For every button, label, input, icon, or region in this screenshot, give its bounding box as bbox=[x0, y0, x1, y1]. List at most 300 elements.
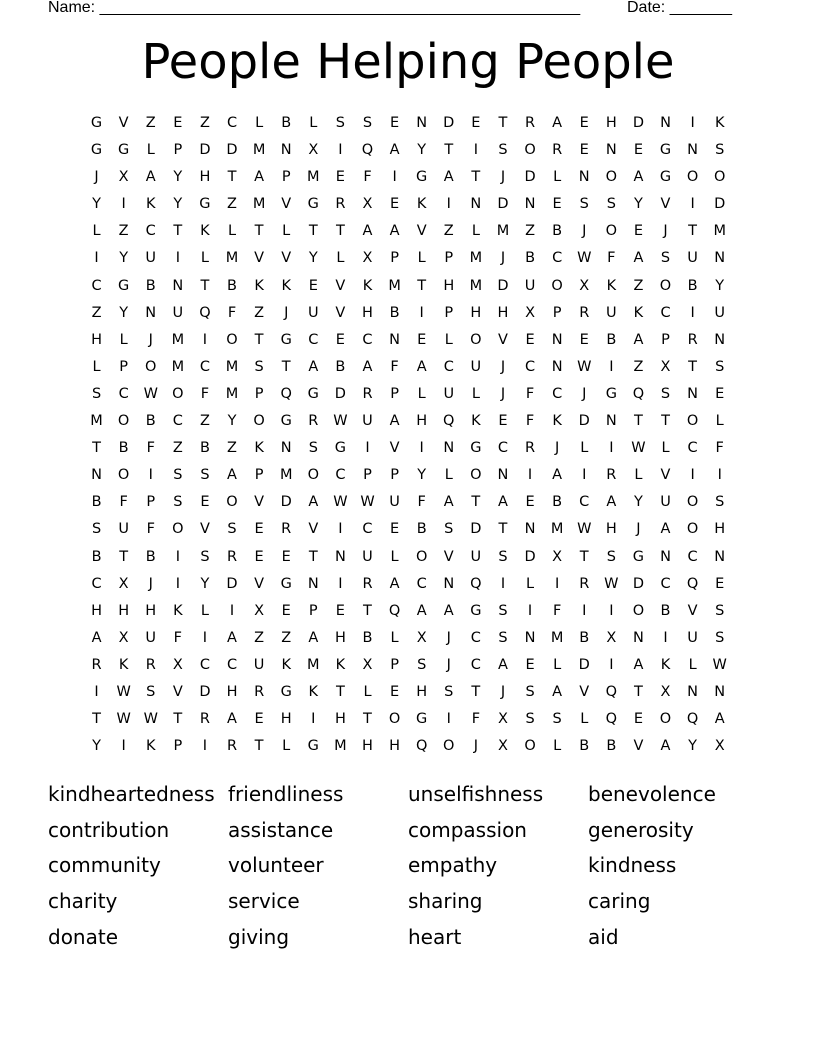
grid-letter[interactable]: G bbox=[90, 115, 103, 131]
grid-letter[interactable]: N bbox=[334, 548, 346, 565]
grid-letter[interactable]: W bbox=[333, 413, 348, 430]
grid-letter[interactable]: N bbox=[524, 629, 536, 646]
grid-letter[interactable]: Y bbox=[173, 196, 183, 213]
grid-letter[interactable]: A bbox=[443, 169, 454, 186]
grid-letter[interactable]: R bbox=[552, 142, 563, 159]
grid-letter[interactable]: D bbox=[714, 196, 726, 213]
grid-letter[interactable]: V bbox=[254, 575, 265, 592]
grid-letter[interactable]: W bbox=[577, 521, 592, 538]
grid-letter[interactable]: V bbox=[660, 196, 671, 213]
grid-letter[interactable]: I bbox=[338, 575, 343, 592]
grid-letter[interactable]: C bbox=[470, 656, 481, 673]
grid-letter[interactable]: X bbox=[362, 656, 373, 673]
grid-letter[interactable]: H bbox=[416, 413, 428, 430]
grid-letter[interactable]: U bbox=[253, 656, 265, 673]
grid-letter[interactable]: C bbox=[443, 358, 454, 375]
grid-letter[interactable]: O bbox=[686, 169, 699, 186]
grid-letter[interactable]: L bbox=[200, 250, 209, 267]
grid-letter[interactable]: P bbox=[661, 331, 670, 348]
grid-letter[interactable]: Z bbox=[633, 277, 644, 294]
grid-letter[interactable]: T bbox=[92, 440, 101, 457]
grid-letter[interactable]: K bbox=[362, 277, 373, 294]
grid-letter[interactable]: H bbox=[334, 711, 346, 728]
grid-letter[interactable]: I bbox=[202, 331, 208, 348]
grid-letter[interactable]: U bbox=[362, 413, 373, 430]
grid-letter[interactable]: I bbox=[609, 656, 614, 673]
grid-letter[interactable]: T bbox=[92, 711, 101, 728]
grid-letter[interactable]: I bbox=[609, 602, 614, 619]
grid-letter[interactable]: T bbox=[173, 223, 183, 240]
grid-letter[interactable]: R bbox=[199, 711, 210, 728]
grid-letter[interactable]: K bbox=[633, 304, 644, 321]
grid-letter[interactable]: O bbox=[117, 413, 130, 430]
grid-letter[interactable]: V bbox=[416, 223, 427, 240]
grid-letter[interactable]: A bbox=[254, 169, 265, 186]
grid-letter[interactable]: G bbox=[605, 385, 617, 402]
grid-letter[interactable]: M bbox=[90, 413, 103, 430]
grid-letter[interactable]: C bbox=[226, 115, 238, 131]
grid-letter[interactable]: X bbox=[714, 738, 725, 755]
grid-letter[interactable]: O bbox=[524, 142, 536, 159]
grid-letter[interactable]: B bbox=[389, 304, 400, 321]
grid-letter[interactable]: L bbox=[553, 738, 562, 755]
grid-letter[interactable]: F bbox=[525, 385, 535, 402]
grid-letter[interactable]: A bbox=[552, 683, 563, 700]
grid-letter[interactable]: A bbox=[308, 629, 319, 646]
grid-letter[interactable]: O bbox=[388, 711, 401, 728]
grid-letter[interactable]: E bbox=[335, 602, 345, 619]
grid-letter[interactable]: T bbox=[363, 602, 372, 619]
grid-letter[interactable]: N bbox=[91, 467, 102, 484]
grid-letter[interactable]: L bbox=[526, 575, 535, 592]
grid-letter[interactable]: V bbox=[443, 548, 454, 565]
grid-letter[interactable]: A bbox=[389, 142, 400, 159]
grid-letter[interactable]: L bbox=[363, 683, 372, 700]
grid-letter[interactable]: K bbox=[660, 656, 671, 673]
grid-letter[interactable]: B bbox=[145, 277, 156, 294]
grid-letter[interactable]: F bbox=[417, 494, 426, 511]
grid-letter[interactable]: L bbox=[553, 169, 562, 186]
grid-letter[interactable]: N bbox=[660, 548, 671, 565]
grid-letter[interactable]: E bbox=[389, 196, 400, 213]
grid-letter[interactable]: N bbox=[443, 575, 455, 592]
grid-letter[interactable]: B bbox=[552, 223, 563, 240]
grid-letter[interactable]: A bbox=[552, 115, 563, 131]
grid-letter[interactable]: R bbox=[254, 683, 265, 700]
grid-letter[interactable]: A bbox=[227, 467, 237, 484]
grid-letter[interactable]: H bbox=[145, 602, 157, 619]
grid-letter[interactable]: T bbox=[688, 223, 698, 240]
grid-letter[interactable]: N bbox=[632, 629, 644, 646]
grid-letter[interactable]: I bbox=[582, 467, 587, 484]
grid-letter[interactable]: K bbox=[173, 602, 183, 619]
grid-letter[interactable]: S bbox=[227, 521, 237, 538]
grid-letter[interactable]: I bbox=[121, 196, 126, 213]
grid-letter[interactable]: J bbox=[148, 575, 153, 592]
grid-letter[interactable]: C bbox=[579, 494, 590, 511]
grid-letter[interactable]: X bbox=[497, 738, 508, 755]
grid-letter[interactable]: A bbox=[660, 521, 671, 538]
grid-letter[interactable]: Y bbox=[688, 738, 698, 755]
grid-letter[interactable]: N bbox=[416, 115, 428, 131]
grid-letter[interactable]: M bbox=[171, 358, 185, 375]
grid-letter[interactable]: X bbox=[497, 711, 508, 728]
grid-letter[interactable]: W bbox=[143, 711, 158, 728]
grid-letter[interactable]: N bbox=[145, 304, 157, 321]
grid-letter[interactable]: N bbox=[578, 169, 590, 186]
grid-letter[interactable]: V bbox=[335, 277, 346, 294]
grid-letter[interactable]: L bbox=[417, 250, 426, 267]
grid-letter[interactable]: Q bbox=[388, 602, 401, 619]
grid-letter[interactable]: X bbox=[118, 575, 129, 592]
grid-letter[interactable]: D bbox=[632, 115, 644, 131]
grid-letter[interactable]: K bbox=[118, 656, 129, 673]
grid-letter[interactable]: S bbox=[254, 358, 264, 375]
grid-letter[interactable]: A bbox=[660, 738, 671, 755]
grid-letter[interactable]: O bbox=[605, 223, 618, 240]
grid-letter[interactable]: D bbox=[578, 413, 590, 430]
grid-letter[interactable]: Q bbox=[443, 413, 455, 430]
grid-letter[interactable]: I bbox=[446, 196, 451, 213]
grid-letter[interactable]: X bbox=[525, 304, 536, 321]
grid-letter[interactable]: A bbox=[308, 358, 319, 375]
grid-letter[interactable]: U bbox=[172, 304, 184, 321]
grid-letter[interactable]: U bbox=[362, 548, 373, 565]
grid-letter[interactable]: V bbox=[633, 738, 644, 755]
grid-letter[interactable]: U bbox=[443, 385, 455, 402]
grid-letter[interactable]: H bbox=[714, 521, 726, 538]
grid-letter[interactable]: S bbox=[715, 494, 725, 511]
grid-letter[interactable]: I bbox=[527, 602, 533, 619]
grid-letter[interactable]: E bbox=[498, 413, 508, 430]
grid-letter[interactable]: L bbox=[200, 602, 209, 619]
grid-letter[interactable]: X bbox=[552, 548, 563, 565]
grid-letter[interactable]: L bbox=[417, 385, 426, 402]
grid-letter[interactable]: B bbox=[525, 250, 536, 267]
grid-letter[interactable]: F bbox=[200, 385, 210, 402]
grid-letter[interactable]: B bbox=[91, 548, 102, 565]
grid-letter[interactable]: U bbox=[145, 250, 157, 267]
grid-letter[interactable]: Q bbox=[605, 683, 618, 700]
grid-letter[interactable]: R bbox=[335, 196, 346, 213]
grid-letter[interactable]: A bbox=[633, 331, 644, 348]
grid-letter[interactable]: M bbox=[225, 250, 239, 267]
grid-letter[interactable]: J bbox=[446, 629, 451, 646]
grid-letter[interactable]: A bbox=[416, 602, 427, 619]
grid-letter[interactable]: I bbox=[690, 467, 695, 484]
grid-letter[interactable]: R bbox=[281, 521, 292, 538]
grid-letter[interactable]: A bbox=[227, 711, 237, 728]
grid-letter[interactable]: I bbox=[202, 738, 208, 755]
grid-letter[interactable]: S bbox=[552, 711, 562, 728]
grid-letter[interactable]: Y bbox=[308, 250, 318, 267]
grid-letter[interactable]: Y bbox=[715, 277, 725, 294]
grid-letter[interactable]: G bbox=[416, 711, 428, 728]
grid-letter[interactable]: A bbox=[389, 575, 400, 592]
grid-letter[interactable]: N bbox=[714, 331, 726, 348]
grid-letter[interactable]: E bbox=[254, 711, 264, 728]
grid-letter[interactable]: A bbox=[389, 413, 400, 430]
grid-letter[interactable]: Y bbox=[417, 467, 427, 484]
grid-letter[interactable]: G bbox=[470, 602, 482, 619]
grid-letter[interactable]: N bbox=[687, 683, 699, 700]
grid-letter[interactable]: A bbox=[497, 494, 508, 511]
grid-letter[interactable]: S bbox=[173, 467, 183, 484]
grid-letter[interactable]: H bbox=[91, 331, 102, 348]
grid-letter[interactable]: A bbox=[308, 494, 319, 511]
grid-letter[interactable]: D bbox=[280, 494, 292, 511]
grid-letter[interactable]: G bbox=[199, 196, 211, 213]
grid-letter[interactable]: K bbox=[281, 277, 291, 294]
grid-letter[interactable]: P bbox=[390, 250, 399, 267]
grid-letter[interactable]: C bbox=[416, 575, 427, 592]
grid-letter[interactable]: O bbox=[713, 169, 726, 186]
grid-letter[interactable]: C bbox=[172, 413, 183, 430]
grid-letter[interactable]: N bbox=[497, 467, 509, 484]
grid-letter[interactable]: C bbox=[118, 385, 129, 402]
grid-letter[interactable]: I bbox=[500, 575, 506, 592]
grid-letter[interactable]: D bbox=[199, 142, 211, 159]
grid-letter[interactable]: T bbox=[417, 277, 427, 294]
grid-letter[interactable]: J bbox=[500, 250, 506, 267]
grid-letter[interactable]: T bbox=[444, 142, 454, 159]
grid-letter[interactable]: E bbox=[254, 521, 264, 538]
grid-letter[interactable]: B bbox=[416, 521, 427, 538]
grid-letter[interactable]: C bbox=[91, 277, 102, 294]
grid-letter[interactable]: B bbox=[579, 738, 590, 755]
grid-letter[interactable]: G bbox=[307, 385, 319, 402]
grid-letter[interactable]: M bbox=[388, 277, 401, 294]
grid-letter[interactable]: K bbox=[145, 738, 156, 755]
grid-letter[interactable]: E bbox=[471, 115, 481, 131]
grid-letter[interactable]: S bbox=[362, 115, 373, 131]
grid-letter[interactable]: B bbox=[579, 629, 590, 646]
grid-letter[interactable]: N bbox=[470, 196, 482, 213]
grid-letter[interactable]: D bbox=[334, 385, 346, 402]
grid-letter[interactable]: X bbox=[416, 629, 427, 646]
grid-letter[interactable]: V bbox=[172, 683, 183, 700]
grid-letter[interactable]: P bbox=[173, 142, 183, 159]
grid-letter[interactable]: W bbox=[143, 385, 158, 402]
grid-letter[interactable]: N bbox=[280, 142, 292, 159]
grid-letter[interactable]: R bbox=[226, 548, 238, 565]
grid-letter[interactable]: N bbox=[551, 331, 563, 348]
grid-letter[interactable]: G bbox=[659, 142, 672, 159]
grid-letter[interactable]: X bbox=[362, 196, 373, 213]
grid-letter[interactable]: J bbox=[500, 169, 506, 186]
grid-letter[interactable]: I bbox=[175, 575, 180, 592]
grid-letter[interactable]: C bbox=[199, 358, 210, 375]
grid-letter[interactable]: F bbox=[390, 358, 399, 375]
grid-letter[interactable]: K bbox=[471, 413, 481, 430]
grid-letter[interactable]: G bbox=[90, 142, 103, 159]
grid-letter[interactable]: C bbox=[687, 440, 698, 457]
grid-letter[interactable]: D bbox=[632, 575, 644, 592]
grid-letter[interactable]: Z bbox=[227, 440, 237, 457]
grid-letter[interactable]: T bbox=[688, 358, 698, 375]
grid-letter[interactable]: A bbox=[389, 223, 400, 240]
grid-letter[interactable]: Y bbox=[227, 413, 237, 430]
grid-letter[interactable]: U bbox=[389, 494, 400, 511]
grid-letter[interactable]: S bbox=[606, 548, 616, 565]
grid-letter[interactable]: S bbox=[308, 440, 318, 457]
grid-letter[interactable]: M bbox=[496, 223, 510, 240]
grid-letter[interactable]: K bbox=[254, 440, 264, 457]
grid-letter[interactable]: Z bbox=[227, 196, 237, 213]
grid-letter[interactable]: L bbox=[255, 115, 264, 131]
grid-letter[interactable]: J bbox=[663, 223, 668, 240]
grid-letter[interactable]: T bbox=[363, 711, 372, 728]
grid-letter[interactable]: B bbox=[606, 738, 617, 755]
grid-letter[interactable]: S bbox=[715, 142, 725, 159]
grid-letter[interactable]: T bbox=[579, 548, 589, 565]
grid-letter[interactable]: W bbox=[604, 575, 619, 592]
grid-letter[interactable]: L bbox=[471, 223, 480, 240]
grid-letter[interactable]: N bbox=[443, 440, 455, 457]
grid-letter[interactable]: N bbox=[280, 440, 292, 457]
grid-letter[interactable]: E bbox=[200, 494, 210, 511]
grid-letter[interactable]: G bbox=[118, 277, 130, 294]
grid-letter[interactable]: C bbox=[470, 629, 481, 646]
grid-letter[interactable]: B bbox=[281, 115, 292, 131]
grid-letter[interactable]: E bbox=[715, 575, 725, 592]
grid-letter[interactable]: L bbox=[227, 223, 237, 240]
grid-letter[interactable]: X bbox=[579, 277, 590, 294]
grid-letter[interactable]: Z bbox=[254, 304, 265, 321]
grid-letter[interactable]: A bbox=[714, 711, 725, 728]
grid-letter[interactable]: L bbox=[282, 223, 291, 240]
grid-letter[interactable]: V bbox=[389, 440, 400, 457]
grid-letter[interactable]: I bbox=[94, 683, 99, 700]
grid-letter[interactable]: R bbox=[579, 575, 590, 592]
grid-letter[interactable]: V bbox=[579, 683, 590, 700]
grid-letter[interactable]: H bbox=[91, 602, 102, 619]
grid-letter[interactable]: L bbox=[634, 467, 643, 484]
grid-letter[interactable]: U bbox=[660, 494, 671, 511]
grid-letter[interactable]: I bbox=[555, 575, 560, 592]
grid-letter[interactable]: R bbox=[226, 738, 238, 755]
grid-letter[interactable]: B bbox=[199, 440, 210, 457]
grid-letter[interactable]: E bbox=[389, 683, 400, 700]
grid-letter[interactable]: S bbox=[91, 385, 102, 402]
grid-letter[interactable]: O bbox=[226, 331, 238, 348]
grid-letter[interactable]: W bbox=[116, 711, 131, 728]
grid-letter[interactable]: C bbox=[687, 548, 698, 565]
grid-letter[interactable]: D bbox=[524, 169, 536, 186]
grid-letter[interactable]: V bbox=[660, 467, 671, 484]
grid-letter[interactable]: N bbox=[524, 521, 536, 538]
grid-letter[interactable]: Z bbox=[91, 304, 102, 321]
grid-letter[interactable]: T bbox=[661, 413, 670, 430]
grid-letter[interactable]: O bbox=[470, 331, 482, 348]
grid-letter[interactable]: G bbox=[307, 738, 319, 755]
grid-letter[interactable]: F bbox=[715, 440, 724, 457]
grid-letter[interactable]: P bbox=[281, 169, 291, 186]
grid-letter[interactable]: O bbox=[253, 413, 265, 430]
grid-letter[interactable]: E bbox=[633, 223, 643, 240]
grid-letter[interactable]: S bbox=[498, 548, 508, 565]
grid-letter[interactable]: A bbox=[416, 358, 427, 375]
grid-letter[interactable]: Q bbox=[415, 738, 428, 755]
grid-letter[interactable]: C bbox=[552, 385, 563, 402]
grid-letter[interactable]: S bbox=[660, 385, 671, 402]
grid-letter[interactable]: E bbox=[281, 548, 291, 565]
grid-letter[interactable]: B bbox=[606, 331, 617, 348]
grid-letter[interactable]: C bbox=[145, 223, 156, 240]
grid-letter[interactable]: M bbox=[307, 169, 320, 186]
grid-letter[interactable]: H bbox=[118, 602, 130, 619]
grid-letter[interactable]: A bbox=[552, 467, 563, 484]
grid-letter[interactable]: X bbox=[308, 142, 319, 159]
grid-letter[interactable]: P bbox=[552, 304, 562, 321]
grid-letter[interactable]: E bbox=[579, 115, 589, 131]
grid-letter[interactable]: O bbox=[686, 413, 699, 430]
grid-letter[interactable]: V bbox=[199, 521, 210, 538]
grid-letter[interactable]: N bbox=[714, 548, 726, 565]
grid-letter[interactable]: U bbox=[687, 629, 698, 646]
grid-letter[interactable]: S bbox=[715, 602, 725, 619]
grid-letter[interactable]: Z bbox=[199, 115, 210, 131]
grid-letter[interactable]: L bbox=[553, 656, 562, 673]
grid-letter[interactable]: I bbox=[419, 304, 424, 321]
grid-letter[interactable]: K bbox=[416, 196, 427, 213]
grid-letter[interactable]: I bbox=[175, 548, 180, 565]
grid-letter[interactable]: G bbox=[307, 196, 319, 213]
grid-letter[interactable]: W bbox=[577, 250, 592, 267]
grid-letter[interactable]: G bbox=[470, 440, 482, 457]
grid-letter[interactable]: V bbox=[308, 521, 319, 538]
grid-letter[interactable]: E bbox=[389, 521, 400, 538]
grid-letter[interactable]: I bbox=[392, 169, 397, 186]
grid-letter[interactable]: J bbox=[500, 358, 506, 375]
grid-letter[interactable]: N bbox=[307, 575, 319, 592]
grid-letter[interactable]: C bbox=[552, 250, 563, 267]
grid-letter[interactable]: M bbox=[550, 521, 564, 538]
grid-letter[interactable]: R bbox=[525, 440, 536, 457]
grid-letter[interactable]: T bbox=[471, 169, 481, 186]
grid-letter[interactable]: T bbox=[254, 331, 264, 348]
grid-letter[interactable]: P bbox=[254, 467, 264, 484]
grid-letter[interactable]: L bbox=[390, 629, 399, 646]
grid-letter[interactable]: T bbox=[173, 711, 183, 728]
grid-letter[interactable]: O bbox=[686, 494, 699, 511]
grid-letter[interactable]: E bbox=[525, 656, 535, 673]
grid-letter[interactable]: V bbox=[281, 196, 292, 213]
grid-letter[interactable]: S bbox=[715, 629, 725, 646]
grid-letter[interactable]: O bbox=[659, 711, 672, 728]
grid-letter[interactable]: N bbox=[172, 277, 184, 294]
grid-letter[interactable]: X bbox=[172, 656, 183, 673]
grid-letter[interactable]: E bbox=[417, 331, 427, 348]
grid-letter[interactable]: S bbox=[417, 656, 427, 673]
grid-letter[interactable]: C bbox=[226, 656, 238, 673]
grid-letter[interactable]: M bbox=[307, 656, 320, 673]
grid-letter[interactable]: U bbox=[118, 521, 129, 538]
grid-letter[interactable]: L bbox=[688, 656, 697, 673]
grid-letter[interactable]: N bbox=[605, 413, 617, 430]
grid-letter[interactable]: O bbox=[470, 467, 482, 484]
grid-letter[interactable]: T bbox=[200, 277, 210, 294]
grid-letter[interactable]: D bbox=[578, 656, 590, 673]
grid-letter[interactable]: A bbox=[497, 656, 508, 673]
grid-letter[interactable]: J bbox=[636, 521, 641, 538]
grid-letter[interactable]: X bbox=[362, 250, 373, 267]
grid-letter[interactable]: R bbox=[91, 656, 102, 673]
grid-letter[interactable]: H bbox=[416, 683, 428, 700]
grid-letter[interactable]: Q bbox=[686, 711, 699, 728]
grid-letter[interactable]: N bbox=[714, 683, 726, 700]
grid-letter[interactable]: Y bbox=[119, 304, 129, 321]
